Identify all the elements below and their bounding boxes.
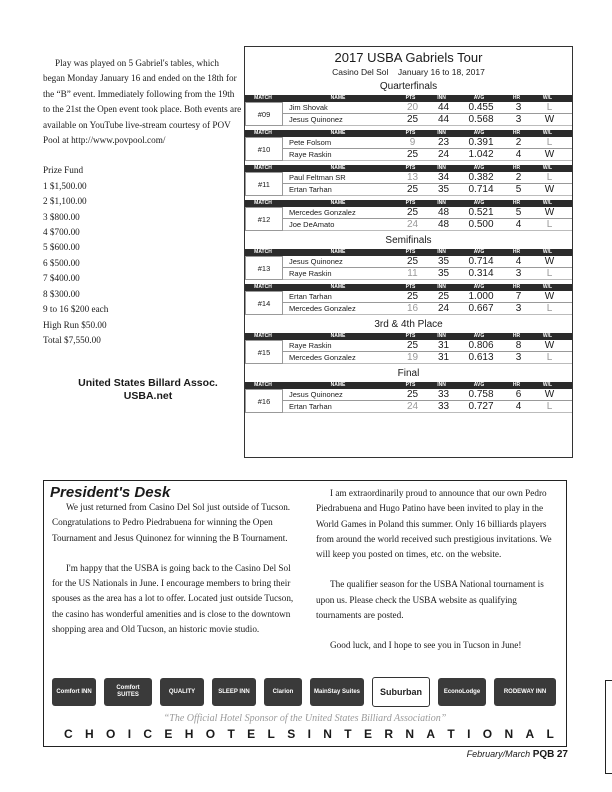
column-header-pts: PTS (405, 284, 416, 290)
hotel-logo: EconoLodge (438, 678, 486, 706)
player-name: Mercedes Gonzalez (289, 208, 356, 217)
match-number: #09 (245, 102, 283, 126)
prize-line: 7 $400.00 (43, 273, 80, 284)
player-row (283, 389, 572, 401)
player-pts: 11 (407, 268, 418, 279)
wordmark-letter: A (525, 727, 535, 741)
column-header-wl: W/L (542, 249, 553, 255)
wordmark-letter: O (482, 727, 493, 741)
player-wl: W (544, 340, 555, 351)
prize-line: High Run $50.00 (43, 319, 107, 330)
column-header-name: NAME (330, 382, 346, 388)
association-url: USBA.net (123, 390, 173, 402)
column-header-name: NAME (330, 165, 346, 171)
column-header-pts: PTS (405, 165, 416, 171)
player-inn: 31 (437, 352, 450, 363)
player-name: Jesus Quinonez (289, 115, 343, 124)
wordmark-letter: R (384, 727, 393, 741)
wordmark-letter: H (184, 727, 194, 741)
player-hr: 5 (515, 184, 522, 195)
column-header-inn: INN (437, 165, 446, 171)
column-header-name: NAME (330, 95, 346, 101)
intro-paragraph: Play was played on 5 Gabriel's tables, which began Monday January 16 and ended on the 18th for the “B” event. Immediately following from the 19th to the 21st the Open event took place. Both events are available on YouTube live-stream courtesy of POV Pool at http://www.povpool.com/ (43, 58, 242, 146)
tour-subtitle (245, 67, 572, 77)
column-header-pts: PTS (405, 200, 416, 206)
column-header-match: MATCH (254, 130, 272, 136)
player-inn: 44 (437, 102, 450, 113)
player-pts: 25 (406, 184, 419, 195)
wordmark-letter: I (467, 727, 471, 741)
wordmark-letter: I (127, 727, 132, 741)
player-pts: 25 (406, 207, 419, 218)
player-name: Ertan Tarhan (289, 185, 332, 194)
column-header-match: MATCH (254, 333, 272, 339)
column-header-hr: HR (512, 284, 521, 290)
match-number: #14 (245, 291, 283, 315)
tour-title: 2017 USBA Gabriels Tour (334, 50, 483, 65)
presidents-desk (43, 480, 567, 747)
player-name: Mercedes Gonzalez (289, 304, 356, 313)
wordmark-letter: N (504, 727, 514, 741)
wordmark-letter: N (405, 727, 415, 741)
player-inn: 35 (437, 268, 450, 279)
player-hr: 2 (515, 137, 522, 148)
match-number: #13 (245, 256, 283, 280)
wordmark-letter: O (106, 727, 116, 741)
wordmark-letter: A (426, 727, 436, 741)
column-header-inn: INN (437, 333, 446, 339)
match-header (245, 95, 572, 102)
wordmark-letter: T (447, 727, 455, 741)
player-hr: 3 (515, 102, 522, 113)
player-avg: 0.314 (468, 268, 494, 279)
wordmark-letter: N (323, 727, 332, 741)
player-pts: 25 (406, 256, 419, 267)
hotel-logo: Suburban (372, 677, 430, 707)
player-pts: 25 (406, 389, 419, 400)
match-number: #12 (245, 207, 283, 231)
hotel-logo: SLEEP INN (212, 678, 256, 706)
player-wl: L (546, 102, 553, 113)
wordmark-letter: E (363, 727, 372, 741)
column-header-match: MATCH (254, 165, 272, 171)
column-header-match: MATCH (254, 200, 272, 206)
player-avg: 0.727 (468, 401, 494, 412)
column-header-match: MATCH (254, 249, 272, 255)
prize-heading: Prize Fund (43, 165, 84, 176)
round-title: Semifinals (385, 235, 432, 246)
player-hr: 5 (515, 207, 522, 218)
player-row (283, 268, 572, 280)
player-inn: 24 (437, 303, 450, 314)
wordmark-letter: I (307, 727, 311, 741)
column-header-avg: AVG (473, 249, 485, 255)
column-header-inn: INN (437, 200, 446, 206)
player-hr: 3 (515, 303, 522, 314)
match-block (245, 165, 572, 196)
match-header (245, 130, 572, 137)
column-header-match: MATCH (254, 382, 272, 388)
wordmark-letter: O (205, 727, 216, 741)
prize-line: 6 $500.00 (43, 257, 80, 268)
player-pts: 19 (406, 352, 419, 363)
president-title: President's Desk (50, 484, 171, 501)
player-avg: 0.455 (468, 102, 494, 113)
player-inn: 31 (437, 340, 450, 351)
player-avg: 0.714 (468, 256, 494, 267)
player-row (283, 184, 572, 196)
column-header-wl: W/L (542, 333, 553, 339)
player-wl: L (546, 172, 553, 183)
match-header (245, 284, 572, 291)
player-pts: 25 (406, 291, 419, 302)
player-wl: W (544, 184, 555, 195)
player-hr: 2 (515, 172, 522, 183)
page-footer (467, 749, 568, 760)
player-avg: 0.613 (468, 352, 494, 363)
column-header-pts: PTS (405, 249, 416, 255)
player-inn: 48 (437, 219, 450, 230)
player-name: Paul Feltman SR (289, 173, 346, 182)
player-hr: 4 (515, 401, 522, 412)
player-avg: 0.568 (468, 114, 494, 125)
wordmark-letter: C (64, 727, 73, 741)
player-wl: W (544, 207, 555, 218)
match-number: #16 (245, 389, 283, 413)
president-column-left (52, 500, 302, 652)
player-name: Ertan Tarhan (289, 402, 332, 411)
player-hr: 3 (515, 268, 522, 279)
rounds (245, 81, 572, 413)
association-credit (58, 377, 238, 403)
player-name: Ertan Tarhan (289, 292, 332, 301)
player-inn: 25 (437, 291, 450, 302)
column-header-pts: PTS (405, 333, 416, 339)
player-pts: 25 (406, 340, 419, 351)
column-header-wl: W/L (542, 284, 553, 290)
footer-magazine: PQB (532, 749, 555, 760)
prize-fund (43, 163, 243, 348)
column-header-avg: AVG (473, 95, 485, 101)
player-inn: 48 (437, 207, 450, 218)
player-name: Raye Raskin (289, 341, 332, 350)
column-header-avg: AVG (473, 165, 485, 171)
president-paragraph: We just returned from Casino Del Sol just outside of Tucson. Congratulations to Pedro Piedrabuena for winning the Open Tournament and Jesus Quinonez for winning the B Tournament. (52, 502, 291, 543)
match-block (245, 333, 572, 364)
player-wl: L (546, 219, 553, 230)
president-paragraph: Good luck, and I hope to see you in Tucson in June! (330, 640, 522, 651)
column-header-name: NAME (330, 200, 346, 206)
page-edge-mark (605, 680, 612, 774)
player-name: Jesus Quinonez (289, 390, 343, 399)
prize-line: 8 $300.00 (43, 288, 80, 299)
tour-venue: Casino Del Sol (332, 67, 389, 77)
column-header-match: MATCH (254, 284, 272, 290)
match-number: #10 (245, 137, 283, 161)
column-header-hr: HR (512, 333, 521, 339)
player-wl: W (544, 149, 555, 160)
player-wl: L (546, 137, 553, 148)
player-inn: 33 (437, 401, 450, 412)
column-header-avg: AVG (473, 382, 485, 388)
player-avg: 0.758 (468, 389, 494, 400)
hotel-logo: RODEWAY INN (494, 678, 556, 706)
player-row (283, 352, 572, 364)
player-row (283, 291, 572, 303)
column-header-hr: HR (512, 382, 521, 388)
player-wl: W (544, 114, 555, 125)
match-block (245, 95, 572, 126)
match-block (245, 130, 572, 161)
player-inn: 23 (437, 137, 450, 148)
player-name: Raye Raskin (289, 150, 332, 159)
player-hr: 6 (515, 389, 522, 400)
player-wl: L (546, 401, 553, 412)
column-header-name: NAME (330, 284, 346, 290)
column-header-name: NAME (330, 130, 346, 136)
player-row (283, 207, 572, 219)
wordmark-letter: T (344, 727, 352, 741)
match-header (245, 249, 572, 256)
choice-hotels-wordmark (64, 727, 554, 741)
match-block (245, 284, 572, 315)
player-avg: 0.714 (468, 184, 494, 195)
hotel-logos (48, 674, 560, 710)
wordmark-letter: C (143, 727, 153, 741)
player-hr: 7 (515, 291, 522, 302)
wordmark-letter: E (247, 727, 256, 741)
wordmark-letter: H (85, 727, 94, 741)
president-column-right (316, 486, 560, 669)
player-inn: 35 (437, 256, 450, 267)
player-inn: 33 (437, 389, 450, 400)
player-row (283, 401, 572, 413)
column-header-pts: PTS (405, 130, 416, 136)
column-header-inn: INN (437, 284, 446, 290)
match-number: #15 (245, 340, 283, 364)
hotel-logo: MainStay Suites (310, 678, 364, 706)
player-pts: 25 (406, 149, 419, 160)
association-name: United States Billard Assoc. (78, 377, 218, 389)
player-row (283, 303, 572, 315)
player-row (283, 102, 572, 114)
player-wl: L (546, 303, 553, 314)
sponsor-line: “The Official Hotel Sponsor of the United States Billiard Association” (163, 713, 447, 724)
column-header-hr: HR (512, 95, 521, 101)
round-title: 3rd & 4th Place (374, 319, 443, 330)
round-title: Quarterfinals (379, 81, 438, 92)
player-name: Mercedes Gonzalez (289, 353, 356, 362)
wordmark-letter: L (546, 727, 554, 741)
president-paragraph: I'm happy that the USBA is going back to the Casino Del Sol for the US Nationals in June. I encourage members to bring their spouses as the area has a lot to offer. Located just outside Tucson, the casino has wonderful amenities and is close to the downtown shopping area and Old Tucson, an historic movie studio. (52, 562, 294, 635)
match-block (245, 382, 572, 413)
player-hr: 8 (515, 340, 522, 351)
column-header-wl: W/L (542, 200, 553, 206)
player-avg: 0.382 (468, 172, 494, 183)
wordmark-letter: E (164, 727, 173, 741)
tour-dates: January 16 to 18, 2017 (397, 67, 485, 77)
match-number: #11 (245, 172, 283, 196)
column-header-inn: INN (437, 95, 446, 101)
player-wl: W (544, 291, 555, 302)
column-header-wl: W/L (542, 95, 553, 101)
column-header-hr: HR (512, 200, 521, 206)
match-block (245, 249, 572, 280)
player-name: Pete Folsom (289, 138, 332, 147)
prize-lines (43, 179, 243, 348)
match-header (245, 200, 572, 207)
column-header-inn: INN (437, 130, 446, 136)
player-row (283, 219, 572, 231)
column-header-avg: AVG (473, 200, 485, 206)
player-avg: 0.667 (468, 303, 494, 314)
match-header (245, 382, 572, 389)
player-avg: 0.391 (468, 137, 494, 148)
wordmark-letter: T (227, 727, 235, 741)
footer-page-number: 27 (556, 749, 568, 760)
prize-line: Total $7,550.00 (43, 334, 101, 345)
column-header-inn: INN (437, 382, 446, 388)
player-inn: 34 (437, 172, 450, 183)
column-header-pts: PTS (405, 382, 416, 388)
player-pts: 13 (406, 172, 419, 183)
wordmark-letter: S (287, 727, 296, 741)
player-hr: 4 (515, 149, 522, 160)
prize-line: 1 $1,500.00 (43, 180, 87, 191)
player-pts: 25 (406, 114, 419, 125)
player-avg: 0.500 (468, 219, 494, 230)
player-name: Jim Shovak (289, 103, 328, 112)
column-header-pts: PTS (405, 95, 416, 101)
column-header-inn: INN (437, 249, 446, 255)
match-header (245, 333, 572, 340)
player-hr: 4 (515, 256, 522, 267)
prize-line: 2 $1,100.00 (43, 196, 87, 207)
column-header-wl: W/L (542, 165, 553, 171)
column-header-avg: AVG (473, 284, 485, 290)
column-header-hr: HR (512, 165, 521, 171)
column-header-wl: W/L (542, 130, 553, 136)
player-name: Raye Raskin (289, 269, 332, 278)
player-name: Jesus Quinonez (289, 257, 343, 266)
player-name: Joe DeAmato (289, 220, 335, 229)
column-header-avg: AVG (473, 333, 485, 339)
match-header (245, 165, 572, 172)
column-header-match: MATCH (254, 95, 272, 101)
hotel-logo: Clarion (264, 678, 302, 706)
prize-line: 3 $800.00 (43, 211, 80, 222)
tournament-bracket (244, 46, 573, 458)
player-pts: 20 (406, 102, 419, 113)
hotel-logo: Comfort SUITES (104, 678, 152, 706)
player-pts: 24 (406, 401, 419, 412)
column-header-avg: AVG (473, 130, 485, 136)
hotel-logo: QUALITY (160, 678, 204, 706)
round-title: Final (397, 368, 420, 379)
player-pts: 9 (409, 137, 416, 148)
player-row (283, 256, 572, 268)
intro-column (43, 56, 243, 348)
player-inn: 35 (437, 184, 450, 195)
wordmark-letter: L (267, 727, 275, 741)
player-pts: 24 (406, 219, 419, 230)
match-block (245, 200, 572, 231)
player-avg: 0.521 (468, 207, 494, 218)
column-header-hr: HR (512, 130, 521, 136)
president-paragraph: The qualifier season for the USBA National tournament is upon us. Please check the USBA website as qualifying tournaments are posted. (316, 579, 544, 621)
player-hr: 4 (515, 219, 522, 230)
player-inn: 24 (437, 149, 450, 160)
column-header-name: NAME (330, 333, 346, 339)
column-header-name: NAME (330, 249, 346, 255)
footer-issue: February/March (466, 749, 531, 759)
prize-line: 4 $700.00 (43, 227, 80, 238)
column-header-wl: W/L (542, 382, 553, 388)
column-header-hr: HR (512, 249, 521, 255)
player-row (283, 149, 572, 161)
player-row (283, 137, 572, 149)
player-pts: 16 (406, 303, 419, 314)
player-avg: 0.806 (468, 340, 494, 351)
player-hr: 3 (515, 114, 522, 125)
player-avg: 1.042 (468, 149, 494, 160)
player-wl: L (546, 268, 553, 279)
prize-line: 9 to 16 $200 each (43, 304, 109, 315)
player-wl: L (546, 352, 553, 363)
prize-line: 5 $600.00 (43, 242, 80, 253)
player-inn: 44 (437, 114, 450, 125)
player-avg: 1.000 (468, 291, 494, 302)
hotel-logo: Comfort INN (52, 678, 96, 706)
tour-header (245, 50, 572, 77)
president-paragraph: I am extraordinarily proud to announce that our own Pedro Piedrabuena and Hugo Patino have been invited to play in the World Games in Poland this summer. Only 16 billiards players from around the world received such prestigious invitations. We will keep you posted on times, etc. on the website. (316, 488, 552, 560)
player-row (283, 340, 572, 352)
player-hr: 3 (515, 352, 522, 363)
player-row (283, 114, 572, 126)
player-wl: W (544, 256, 555, 267)
player-wl: W (544, 389, 555, 400)
player-row (283, 172, 572, 184)
